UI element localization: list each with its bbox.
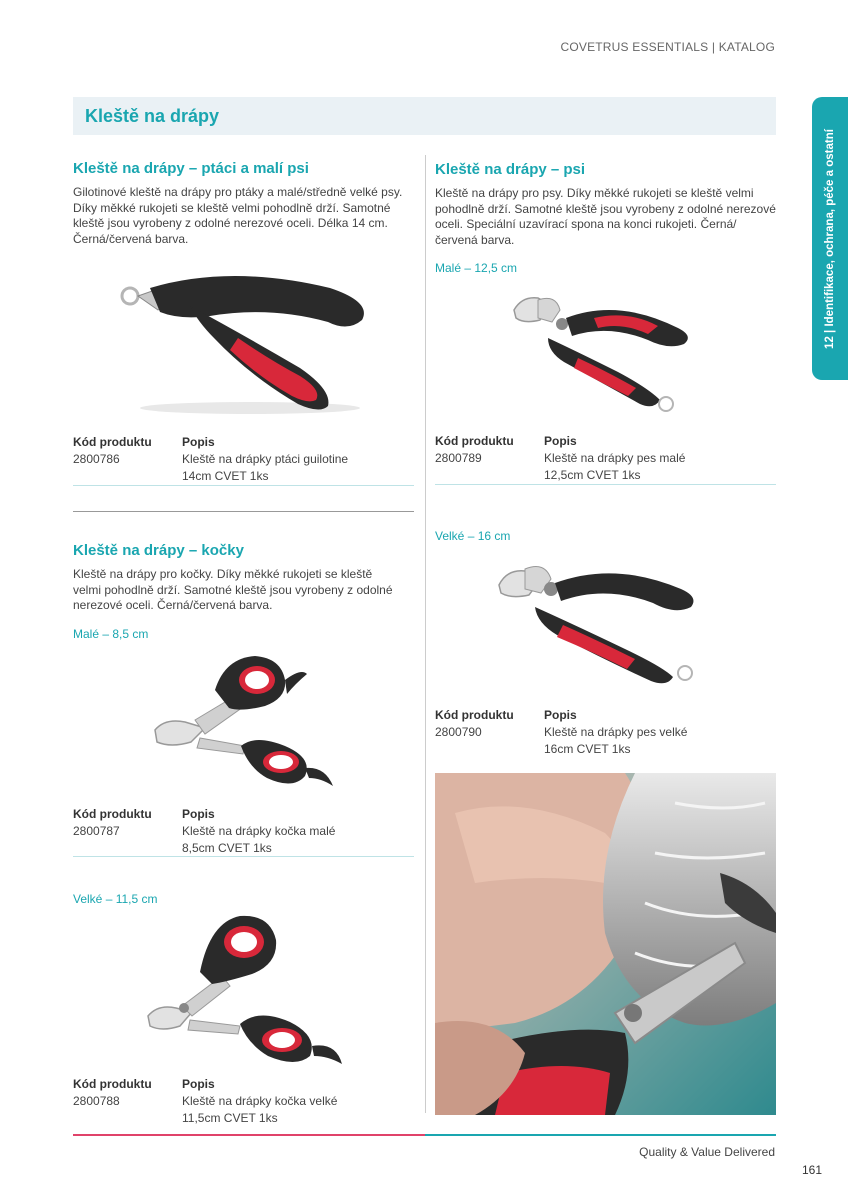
cats-product-block (73, 542, 403, 641)
chapter-tab[interactable] (812, 97, 848, 380)
dogs-small-size-label: Malé – 12,5 cm (435, 261, 518, 275)
product-code: 2800790 (435, 725, 482, 739)
birds-product-title: Kleště na drápy – ptáci a malí psi (73, 160, 309, 177)
product-desc-line: 16cm CVET 1ks (544, 742, 631, 756)
column-divider (425, 155, 426, 1113)
guillotine-clipper-image (110, 268, 380, 418)
footer-rule-blue (425, 1134, 776, 1136)
dogs-large-size-label: Velké – 16 cm (435, 529, 511, 543)
col-header-code: Kód produktu (435, 708, 514, 722)
dogs-small-code-table (435, 433, 776, 485)
catalog-header: COVETRUS ESSENTIALS | KATALOG (560, 40, 775, 54)
col-header-desc: Popis (182, 1077, 215, 1091)
dogs-product-block (435, 161, 777, 275)
birds-code-table (73, 434, 414, 486)
cats-small-code-table (73, 806, 414, 857)
col-header-code: Kód produktu (435, 434, 514, 448)
col-header-code: Kód produktu (73, 807, 152, 821)
section-title: Kleště na drápy (85, 106, 220, 126)
cat-clipper-small-image (145, 650, 340, 790)
section-divider (73, 511, 414, 512)
product-desc-line: 14cm CVET 1ks (182, 469, 269, 483)
col-header-desc: Popis (544, 434, 577, 448)
col-header-desc: Popis (182, 435, 215, 449)
birds-product-block (73, 160, 403, 247)
paw-trimming-photo (435, 773, 776, 1115)
dogs-product-title: Kleště na drápy – psi (435, 161, 586, 178)
cat-clipper-large-image (140, 912, 345, 1067)
product-code: 2800786 (73, 452, 120, 466)
cats-small-size-label: Malé – 8,5 cm (73, 626, 149, 641)
chapter-tab-label: 12 | Identifikace, ochrana, péče a ostatní (824, 128, 836, 349)
cats-product-desc: Kleště na drápy pro kočky. Díky měkké rukojeti se kleště velmi pohodlně drží. Samotné kleště jsou vyrobeny z odolné nerezové oceli. Černá/červená barva. (73, 567, 393, 612)
dog-clipper-small-image (508, 292, 703, 422)
dog-clipper-large-image (495, 555, 705, 690)
dogs-product-desc: Kleště na drápy pro psy. Díky měkké rukojeti se kleště velmi pohodlně drží. Samotné kleště jsou vyrobeny z odolné nerezové oceli. Speciální uzavírací spona na konci rukojeti. Černá/červená barva. (435, 186, 776, 247)
birds-product-desc: Gilotinové kleště na drápy pro ptáky a malé/středně velké psy. Díky měkké rukojeti se kleště velmi pohodlně drží. Samotné kleště jsou vyrobeny z odolné nerezové oceli. Délka 14 cm. Černá/červená barva. (73, 185, 403, 246)
footer-tagline: Quality & Value Delivered (639, 1145, 775, 1159)
col-header-code: Kód produktu (73, 1077, 152, 1091)
product-code: 2800787 (73, 824, 120, 838)
product-desc-line: Kleště na drápky ptáci guilotine (182, 452, 349, 466)
product-desc-line: Kleště na drápky pes velké (544, 725, 688, 739)
col-header-desc: Popis (544, 708, 577, 722)
col-header-desc: Popis (182, 807, 215, 821)
footer-rule-red (73, 1134, 425, 1136)
section-banner (73, 97, 776, 135)
product-desc-line: Kleště na drápky kočka malé (182, 824, 336, 838)
dogs-large-code-table (435, 707, 776, 757)
cats-large-size-label: Velké – 11,5 cm (73, 892, 158, 906)
product-desc-line: 8,5cm CVET 1ks (182, 841, 272, 855)
col-header-code: Kód produktu (73, 435, 152, 449)
cats-product-title: Kleště na drápy – kočky (73, 542, 244, 559)
page-number: 161 (801, 1163, 822, 1177)
product-desc-line: Kleště na drápky pes malé (544, 451, 686, 465)
product-desc-line: Kleště na drápky kočka velké (182, 1094, 338, 1108)
product-code: 2800789 (435, 451, 482, 465)
cats-large-code-table (73, 1076, 414, 1128)
product-desc-line: 12,5cm CVET 1ks (544, 468, 641, 482)
product-code: 2800788 (73, 1094, 120, 1108)
product-desc-line: 11,5cm CVET 1ks (182, 1111, 278, 1125)
